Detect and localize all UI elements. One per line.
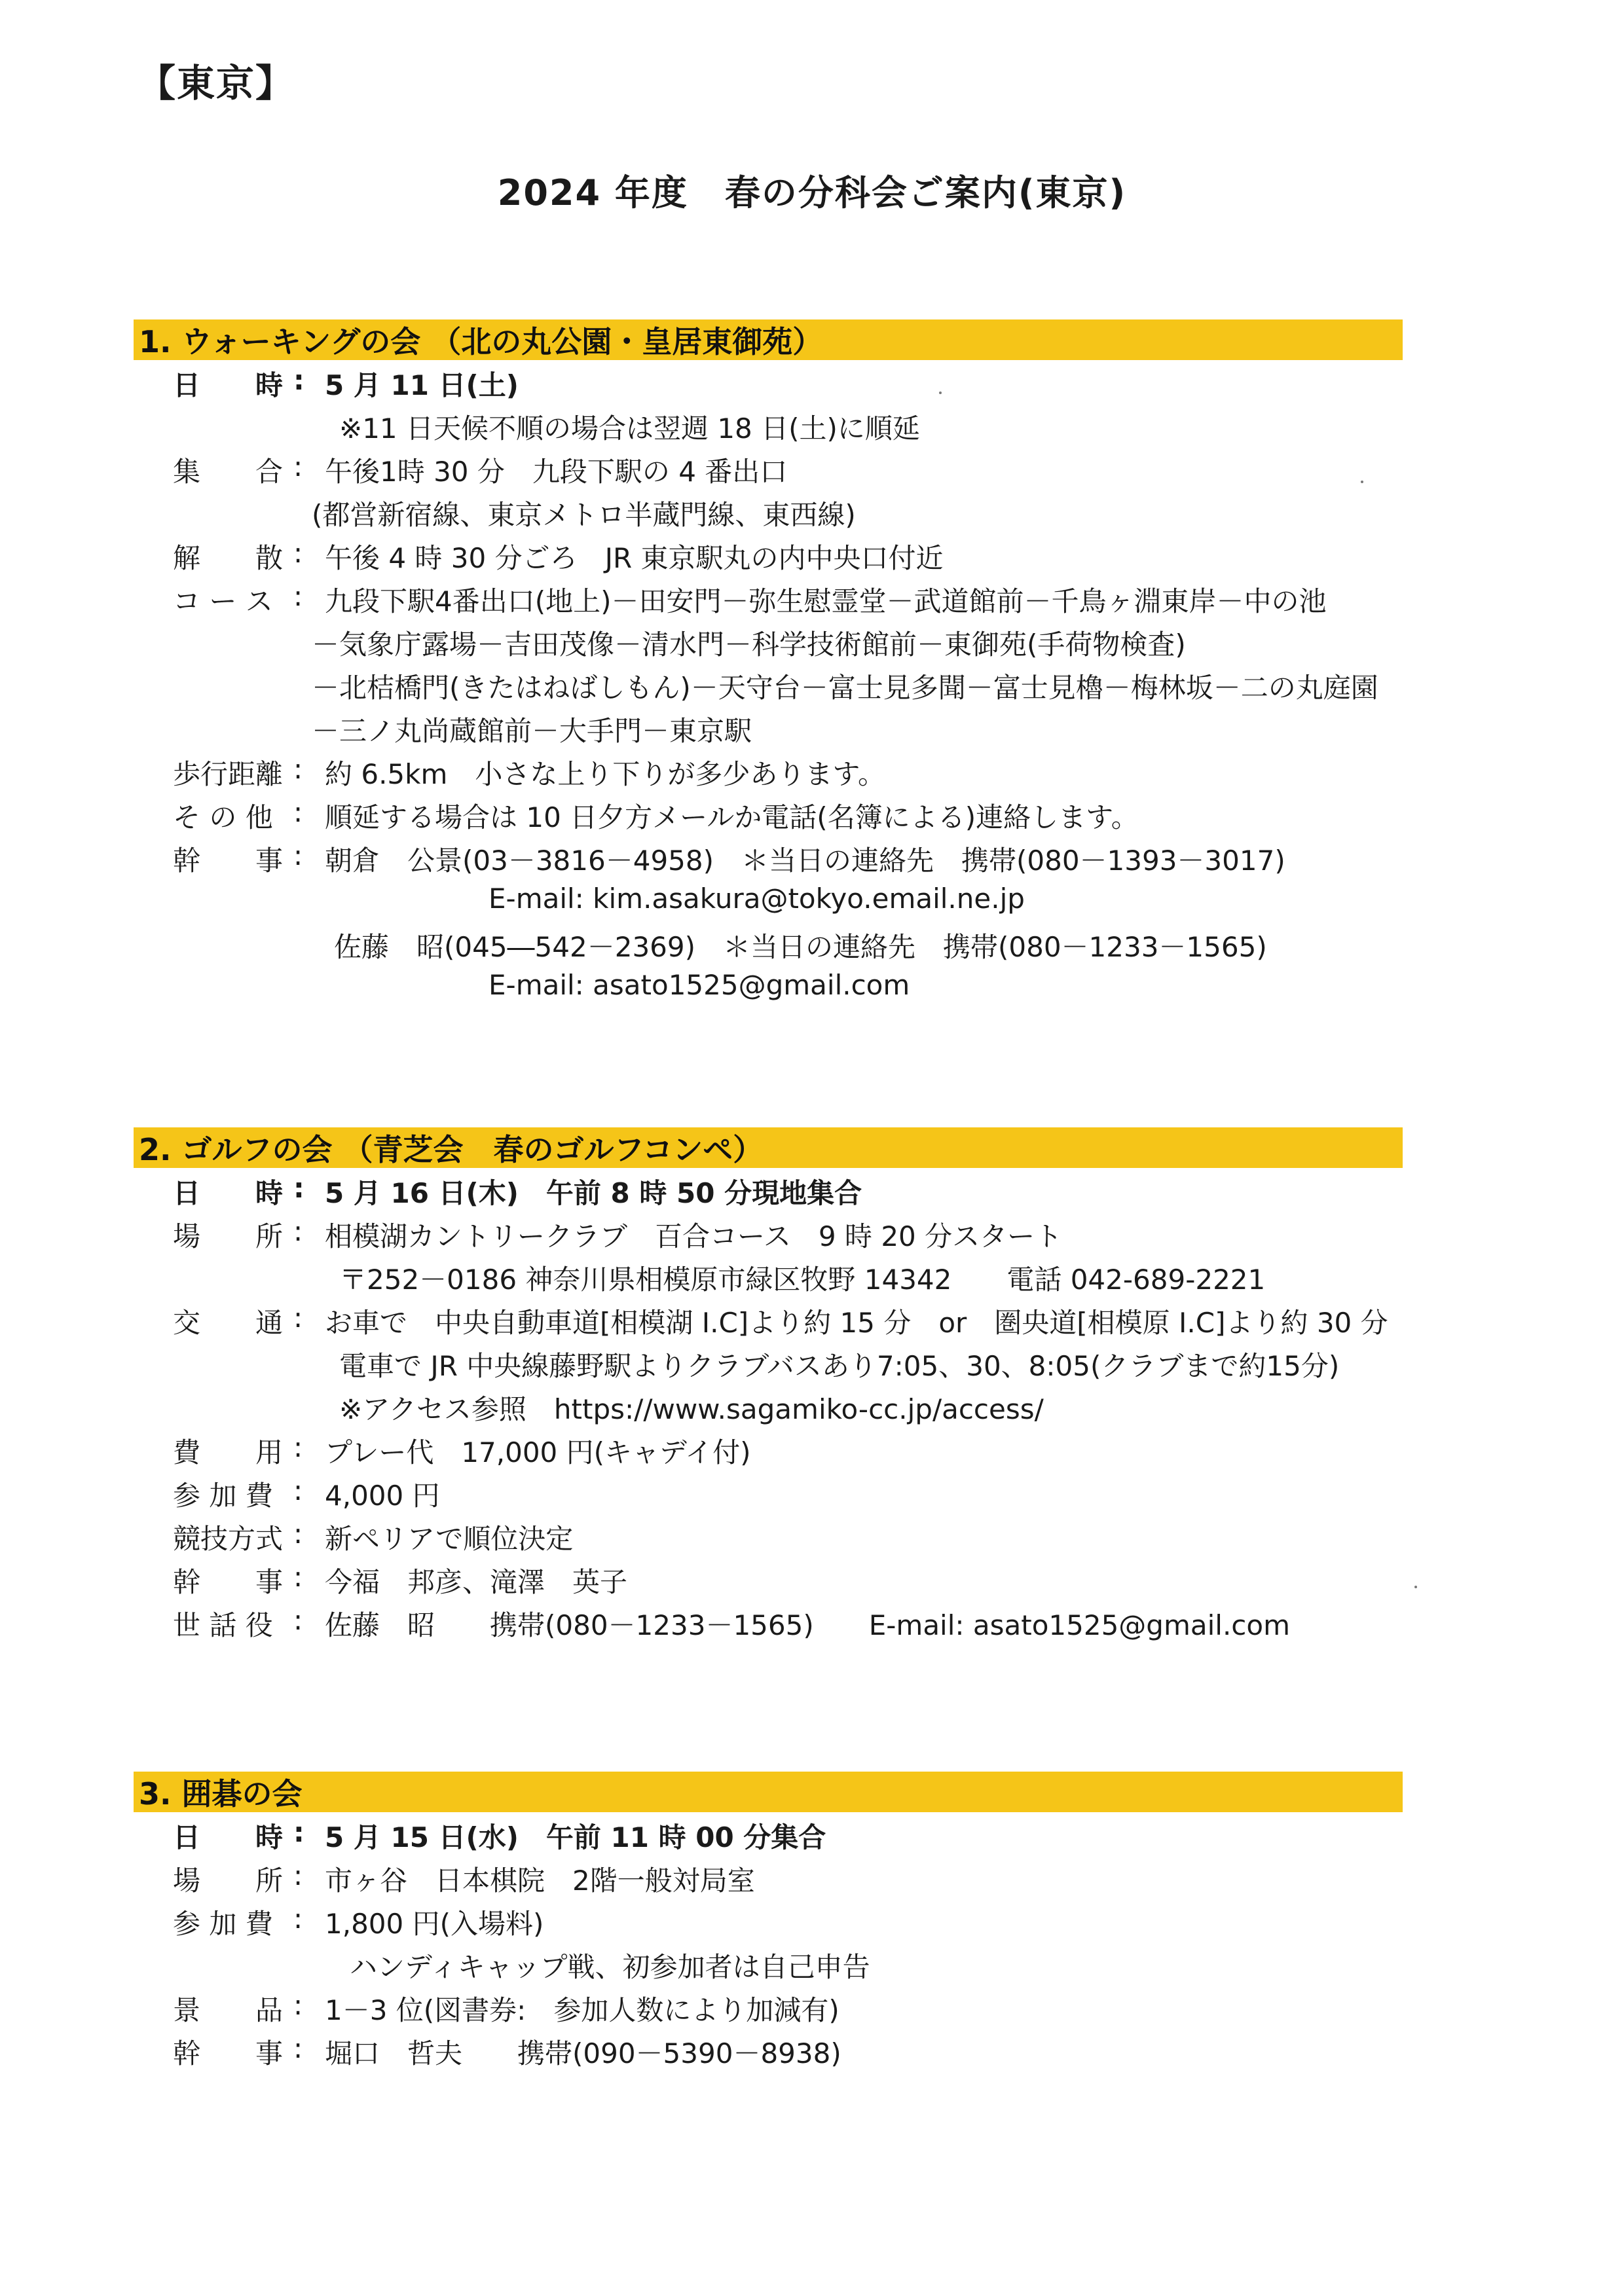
- row-value: E-mail: kim.asakura@tokyo.email.ne.jp: [489, 883, 1025, 915]
- info-row: [0, 1600, 1624, 1643]
- row-value: (都営新宿線、東京メトロ半蔵門線、東西線): [312, 499, 856, 531]
- row-colon: :: [293, 839, 303, 871]
- row-colon: :: [293, 1474, 303, 1506]
- info-row: [0, 1298, 1624, 1341]
- row-label: 参 加 費: [173, 1908, 273, 1940]
- row-colon: :: [293, 537, 303, 569]
- section-rows: [0, 1812, 1624, 2071]
- info-row: [0, 1427, 1624, 1470]
- row-label: 交 通: [173, 1307, 284, 1339]
- row-value: 朝倉 公景(03－3816－4958) ＊当日の連絡先 携帯(080－1393－3017): [325, 845, 1285, 877]
- row-value: 1－3 位(図書券: 参加人数により加減有): [325, 1994, 840, 2026]
- row-value: E-mail: asato1525@gmail.com: [489, 969, 910, 1001]
- info-row: [0, 576, 1624, 619]
- row-value: 5 月 15 日(水) 午前 11 時 00 分集合: [325, 1821, 826, 1853]
- scan-speck: [1361, 481, 1363, 483]
- row-colon: :: [293, 1302, 303, 1334]
- row-label: 景 品: [173, 1994, 284, 2026]
- row-value: 5 月 16 日(木) 午前 8 時 50 分現地集合: [325, 1177, 862, 1209]
- row-value: 午後 4 時 30 分ごろ JR 東京駅丸の内中央口付近: [325, 542, 944, 574]
- section-header: 1. ウォーキングの会 （北の丸公園・皇居東御苑）: [134, 319, 1403, 360]
- row-label: そ の 他: [173, 801, 273, 833]
- row-value: 午後1時 30 分 九段下駅の 4 番出口: [325, 456, 788, 488]
- section-header: 3. 囲碁の会: [134, 1772, 1403, 1812]
- info-row: [0, 749, 1624, 792]
- info-row: [0, 619, 1624, 663]
- row-label: 日 時: [173, 369, 284, 401]
- row-label: コ ー ス: [173, 585, 273, 617]
- info-row: [0, 1341, 1624, 1384]
- row-label: 幹 事: [173, 1566, 284, 1598]
- info-row: [0, 1384, 1624, 1427]
- row-value: －気象庁露場－吉田茂像－清水門－科学技術館前－東御苑(手荷物検査): [312, 629, 1186, 661]
- row-value: 市ヶ谷 日本棋院 2階一般対局室: [325, 1865, 755, 1897]
- row-value: 電車で JR 中央線藤野駅よりクラブバスあり7:05、30、8:05(クラブまで約15分): [339, 1350, 1340, 1382]
- row-value: プレー代 17,000 円(キャデイ付): [325, 1436, 751, 1468]
- row-value: ※11 日天候不順の場合は翌週 18 日(土)に順延: [339, 412, 920, 445]
- section-rows: [0, 1168, 1624, 1643]
- row-colon: :: [293, 1859, 303, 1891]
- row-colon: :: [293, 1518, 303, 1550]
- row-value: 九段下駅4番出口(地上)－田安門－弥生慰霊堂－武道館前－千鳥ヶ淵東岸－中の池: [325, 585, 1327, 617]
- info-row: [0, 922, 1624, 965]
- row-label: 競技方式: [173, 1523, 284, 1555]
- info-row: [0, 792, 1624, 835]
- row-value: 〒252－0186 神奈川県相模原市緑区牧野 14342 電話 042-689-2221: [339, 1264, 1266, 1296]
- info-row: [0, 1168, 1624, 1211]
- row-label: 場 所: [173, 1220, 284, 1252]
- row-colon: :: [293, 580, 303, 612]
- scan-speck: [939, 392, 942, 394]
- row-value: 順延する場合は 10 日夕方メールか電話(名簿による)連絡します。: [325, 801, 1139, 833]
- info-row: [0, 2028, 1624, 2071]
- row-value: 約 6.5km 小さな上り下りが多少あります。: [325, 758, 886, 790]
- info-row: [0, 1855, 1624, 1899]
- row-label: 日 時: [173, 1821, 284, 1853]
- row-value: 今福 邦彦、滝澤 英子: [325, 1566, 628, 1598]
- row-value: 佐藤 昭(045―542－2369) ＊当日の連絡先 携帯(080－1233－1565): [334, 931, 1267, 963]
- document-title: 2024 年度 春の分科会ご案内(東京): [497, 172, 1127, 213]
- info-row: [0, 1557, 1624, 1600]
- info-row: [0, 879, 1624, 922]
- row-label: 日 時: [173, 1177, 284, 1209]
- row-value: 佐藤 昭 携帯(080－1233－1565) E-mail: asato1525@gmail.com: [325, 1609, 1290, 1641]
- row-colon: :: [293, 1816, 304, 1848]
- row-value: ※アクセス参照 https://www.sagamiko-cc.jp/access/: [339, 1393, 1044, 1425]
- info-row: [0, 490, 1624, 533]
- row-colon: :: [293, 753, 303, 785]
- row-colon: :: [293, 364, 304, 396]
- row-value: お車で 中央自動車道[相模湖 I.C]より約 15 分 or 圏央道[相模原 I.C]より約 30 分: [325, 1307, 1388, 1339]
- info-row: [0, 1899, 1624, 1942]
- row-label: 歩行距離: [173, 758, 284, 790]
- row-value: ハンディキャップ戦、初参加者は自己申告: [350, 1951, 870, 1983]
- section-rows: [0, 360, 1624, 1008]
- row-colon: :: [293, 1989, 303, 2021]
- info-row: [0, 1812, 1624, 1855]
- info-row: [0, 446, 1624, 490]
- info-row: [0, 403, 1624, 446]
- info-row: [0, 1514, 1624, 1557]
- row-value: 1,800 円(入場料): [325, 1908, 544, 1940]
- row-label: 幹 事: [173, 845, 284, 877]
- section-header: 2. ゴルフの会 （青芝会 春のゴルフコンペ）: [134, 1127, 1403, 1168]
- row-colon: :: [293, 1172, 304, 1204]
- info-row: [0, 1211, 1624, 1254]
- info-row: [0, 663, 1624, 706]
- info-row: [0, 533, 1624, 576]
- row-label: 場 所: [173, 1865, 284, 1897]
- row-value: 新ペリアで順位決定: [325, 1523, 574, 1555]
- info-row: [0, 835, 1624, 879]
- row-label: 費 用: [173, 1436, 284, 1468]
- row-colon: :: [293, 1431, 303, 1463]
- info-row: [0, 1985, 1624, 2028]
- row-colon: :: [293, 796, 303, 828]
- row-colon: :: [293, 1215, 303, 1247]
- row-value: 5 月 11 日(土): [325, 369, 519, 401]
- info-row: [0, 706, 1624, 749]
- row-label: 解 散: [173, 542, 284, 574]
- row-value: －北桔橋門(きたはねばしもん)－天守台－富士見多聞－富士見櫓－梅林坂－二の丸庭園: [312, 672, 1378, 704]
- row-value: 4,000 円: [325, 1480, 440, 1512]
- info-row: [0, 1470, 1624, 1514]
- row-label: 世 話 役: [173, 1609, 273, 1641]
- info-row: [0, 360, 1624, 403]
- row-value: 堀口 哲夫 携帯(090－5390－8938): [325, 2037, 841, 2069]
- row-colon: :: [293, 1604, 303, 1636]
- row-label: 幹 事: [173, 2037, 284, 2069]
- row-value: 相模湖カントリークラブ 百合コース 9 時 20 分スタート: [325, 1220, 1063, 1252]
- row-label: 参 加 費: [173, 1480, 273, 1512]
- info-row: [0, 965, 1624, 1008]
- region-tag: 【東京】: [138, 61, 295, 105]
- row-colon: :: [293, 1561, 303, 1593]
- row-colon: :: [293, 450, 303, 483]
- scan-speck: [1414, 1586, 1417, 1588]
- row-label: 集 合: [173, 456, 284, 488]
- info-row: [0, 1942, 1624, 1985]
- row-value: －三ノ丸尚蔵館前－大手門－東京駅: [312, 715, 752, 747]
- row-colon: :: [293, 1903, 303, 1935]
- info-row: [0, 1254, 1624, 1298]
- row-colon: :: [293, 2032, 303, 2064]
